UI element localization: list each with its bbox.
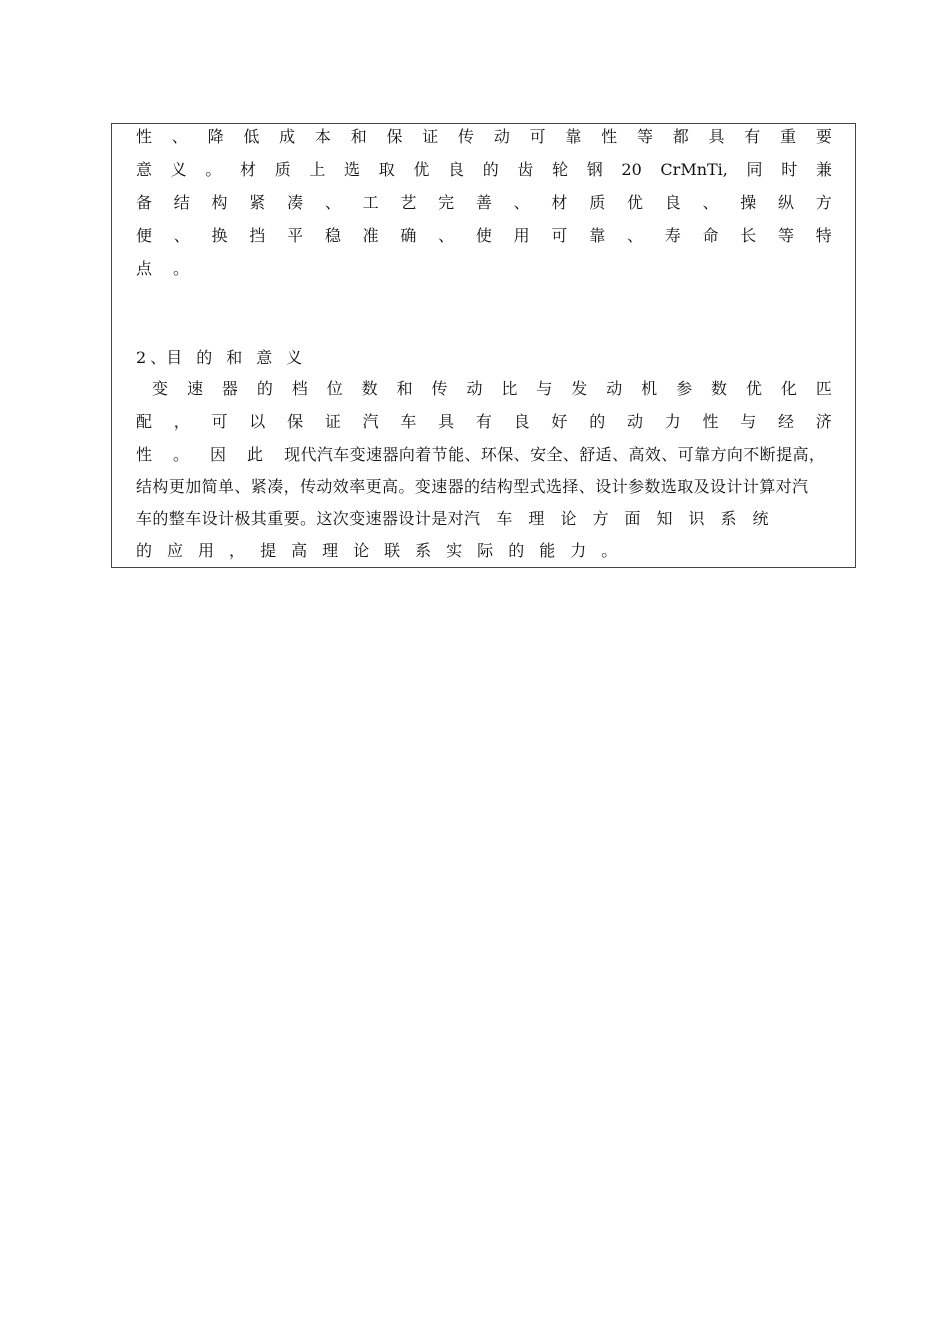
text-glyph: 、目 (150, 348, 183, 367)
text-glyph: 便 (136, 226, 153, 245)
text-glyph: 论 (353, 541, 370, 560)
text-glyph: 材 (551, 193, 568, 212)
text-glyph: 性 (702, 412, 719, 431)
text-glyph: 义 (170, 160, 187, 179)
text-glyph: 时 (781, 160, 798, 179)
text-glyph: 实 (446, 541, 463, 560)
purpose-line-4: 结构更加简单、紧凑，传动效率更高。变速器的结构型式选择、设计参数选取及设计计算对汽 (136, 477, 809, 496)
text-glyph: 靠 (589, 226, 606, 245)
text-glyph: 优 (413, 160, 430, 179)
text-glyph: 取 (378, 160, 395, 179)
text-glyph: 位 (326, 379, 343, 398)
text-glyph: 艺 (400, 193, 417, 212)
text-glyph: 、 (438, 226, 455, 245)
text-glyph: 的 (589, 412, 606, 431)
text-glyph: 动 (626, 412, 643, 431)
text-glyph: 的 (136, 541, 153, 560)
text-glyph: 动 (606, 379, 623, 398)
text-glyph: 汽 (362, 412, 379, 431)
text-glyph: 、 (513, 193, 530, 212)
text-glyph: 证 (324, 412, 341, 431)
purpose-line-6 (136, 538, 832, 564)
text-glyph: 证 (422, 127, 439, 146)
purpose-line-5-prefix: 车的整车设计极其重要。这次变速器设计是对汽 (136, 509, 481, 528)
text-glyph: 良 (448, 160, 465, 179)
text-glyph: 。 (205, 160, 222, 179)
text-glyph: 以 (249, 412, 266, 431)
content-box (111, 123, 856, 568)
text-glyph: 性 (136, 127, 153, 146)
text-glyph: 车 (400, 412, 417, 431)
text-glyph: 命 (702, 226, 719, 245)
text-glyph: 使 (475, 226, 492, 245)
text-glyph: 数 (711, 379, 728, 398)
text-glyph: 选 (344, 160, 361, 179)
intro-line-5 (136, 256, 832, 282)
text-glyph: 和 (396, 379, 413, 398)
text-glyph: 变 (152, 379, 169, 398)
text-glyph: 系 (415, 541, 432, 560)
text-glyph: 力 (570, 541, 587, 560)
text-glyph: 济 (815, 412, 832, 431)
text-glyph: 机 (641, 379, 658, 398)
text-glyph: 等 (636, 127, 653, 146)
intro-line-4 (136, 223, 832, 249)
intro-line-3 (136, 190, 832, 216)
text-glyph: 方 (592, 509, 609, 528)
text-glyph: 理 (322, 541, 339, 560)
text-glyph: 性 (136, 445, 153, 464)
text-glyph: 保 (287, 412, 304, 431)
text-glyph: 意 (256, 348, 273, 367)
text-glyph: 的 (508, 541, 525, 560)
text-glyph: 匹 (815, 379, 832, 398)
text-glyph: 准 (362, 226, 379, 245)
text-glyph: 特 (815, 226, 832, 245)
text-glyph: 传 (458, 127, 475, 146)
text-glyph: 理 (528, 509, 545, 528)
intro-line-1 (136, 124, 832, 150)
text-glyph: 上 (309, 160, 326, 179)
text-glyph: 配 (136, 412, 153, 431)
text-glyph: 挡 (249, 226, 266, 245)
text-glyph: 义 (286, 348, 303, 367)
text-glyph: 的 (256, 379, 273, 398)
text-glyph: 纵 (778, 193, 795, 212)
text-glyph: 和 (350, 127, 367, 146)
text-glyph: 、 (626, 226, 643, 245)
text-glyph: 材 (240, 160, 257, 179)
text-glyph: 都 (672, 127, 689, 146)
text-glyph: 寿 (664, 226, 681, 245)
text-glyph: 传 (431, 379, 448, 398)
text-glyph: 此 (247, 445, 264, 464)
text-glyph: 因 (210, 445, 227, 464)
text-glyph: 、 (171, 127, 188, 146)
text-glyph: 靠 (565, 127, 582, 146)
text-glyph: 良 (513, 412, 530, 431)
text-glyph: 好 (551, 412, 568, 431)
text-glyph: 同 (746, 160, 763, 179)
text-glyph: 构 (211, 193, 228, 212)
text-glyph: 可 (551, 226, 568, 245)
text-glyph: 统 (752, 509, 769, 528)
text-glyph: 成 (279, 127, 296, 146)
text-glyph: 力 (664, 412, 681, 431)
text-glyph: 可 (211, 412, 228, 431)
text-glyph: 际 (477, 541, 494, 560)
text-glyph: 平 (287, 226, 304, 245)
text-glyph: 长 (740, 226, 757, 245)
text-glyph: 速 (186, 379, 203, 398)
text-glyph: 凑 (287, 193, 304, 212)
text-glyph: 等 (778, 226, 795, 245)
text-glyph: 质 (589, 193, 606, 212)
text-glyph: 系 (720, 509, 737, 528)
text-glyph: 稳 (324, 226, 341, 245)
section-heading (136, 345, 832, 371)
text-glyph: 用 (198, 541, 215, 560)
text-glyph: 具 (708, 127, 725, 146)
text-glyph: 应 (167, 541, 184, 560)
text-glyph: 论 (560, 509, 577, 528)
text-glyph: 可 (529, 127, 546, 146)
text-glyph: 有 (475, 412, 492, 431)
text-glyph: 参 (676, 379, 693, 398)
text-glyph: 优 (745, 379, 762, 398)
text-glyph: 联 (384, 541, 401, 560)
text-glyph: 用 (513, 226, 530, 245)
text-glyph: ， (173, 412, 190, 431)
text-glyph: 与 (740, 412, 757, 431)
text-glyph: CrMnTi, (660, 160, 728, 179)
purpose-line-2 (136, 409, 832, 435)
text-glyph: 齿 (517, 160, 534, 179)
purpose-line-3 (136, 442, 832, 468)
text-glyph: 保 (386, 127, 403, 146)
text-glyph: 操 (740, 193, 757, 212)
text-glyph: 。 (173, 259, 190, 278)
text-glyph: 2 (136, 348, 147, 367)
text-glyph: 结 (173, 193, 190, 212)
text-glyph: 具 (438, 412, 455, 431)
text-glyph: 高 (291, 541, 308, 560)
text-glyph: 。 (173, 445, 190, 464)
text-glyph: 要 (815, 127, 832, 146)
text-glyph: 质 (274, 160, 291, 179)
text-glyph: 低 (243, 127, 260, 146)
text-glyph: 善 (475, 193, 492, 212)
text-glyph: 本 (314, 127, 331, 146)
text-glyph: 的 (482, 160, 499, 179)
text-glyph: 知 (656, 509, 673, 528)
text-glyph: 车 (496, 509, 513, 528)
purpose-line-5-rest (480, 506, 768, 532)
text-glyph: 工 (362, 193, 379, 212)
text-glyph: 动 (466, 379, 483, 398)
text-glyph: 与 (536, 379, 553, 398)
text-glyph: 和 (226, 348, 243, 367)
text-glyph: 动 (493, 127, 510, 146)
text-glyph: 方 (815, 193, 832, 212)
text-glyph: 发 (571, 379, 588, 398)
purpose-line-3-prefix (136, 445, 284, 464)
intro-line-2 (136, 157, 832, 183)
text-glyph: 意 (136, 160, 153, 179)
text-glyph: 经 (778, 412, 795, 431)
text-glyph: 化 (780, 379, 797, 398)
text-glyph: 20 (621, 160, 642, 179)
text-glyph: 确 (400, 226, 417, 245)
text-glyph: 有 (744, 127, 761, 146)
text-glyph: ， (229, 541, 246, 560)
text-glyph: 性 (601, 127, 618, 146)
text-glyph: 完 (438, 193, 455, 212)
text-glyph: 。 (601, 541, 618, 560)
text-glyph: 数 (361, 379, 378, 398)
text-glyph: 点 (136, 259, 153, 278)
text-glyph: 面 (624, 509, 641, 528)
text-glyph: 、 (702, 193, 719, 212)
text-glyph: 、 (173, 226, 190, 245)
text-glyph: 器 (221, 379, 238, 398)
text-glyph: 重 (780, 127, 797, 146)
text-glyph: 良 (664, 193, 681, 212)
text-glyph: 档 (291, 379, 308, 398)
text-glyph: 降 (207, 127, 224, 146)
text-glyph: 兼 (815, 160, 832, 179)
text-glyph: 识 (688, 509, 705, 528)
text-glyph: 轮 (552, 160, 569, 179)
purpose-line-5 (136, 506, 832, 532)
text-glyph: 比 (501, 379, 518, 398)
text-glyph: 换 (211, 226, 228, 245)
text-glyph: 优 (626, 193, 643, 212)
text-glyph: 、 (324, 193, 341, 212)
text-glyph: 紧 (249, 193, 266, 212)
text-glyph: 提 (260, 541, 277, 560)
text-glyph: 备 (136, 193, 153, 212)
purpose-line-3-rest: 现代汽车变速器向着节能、环保、安全、舒适、高效、可靠方向不断提高， (284, 445, 826, 464)
purpose-line-1 (152, 376, 832, 402)
text-glyph: 能 (539, 541, 556, 560)
text-glyph: 的 (196, 348, 213, 367)
text-glyph: 钢 (586, 160, 603, 179)
